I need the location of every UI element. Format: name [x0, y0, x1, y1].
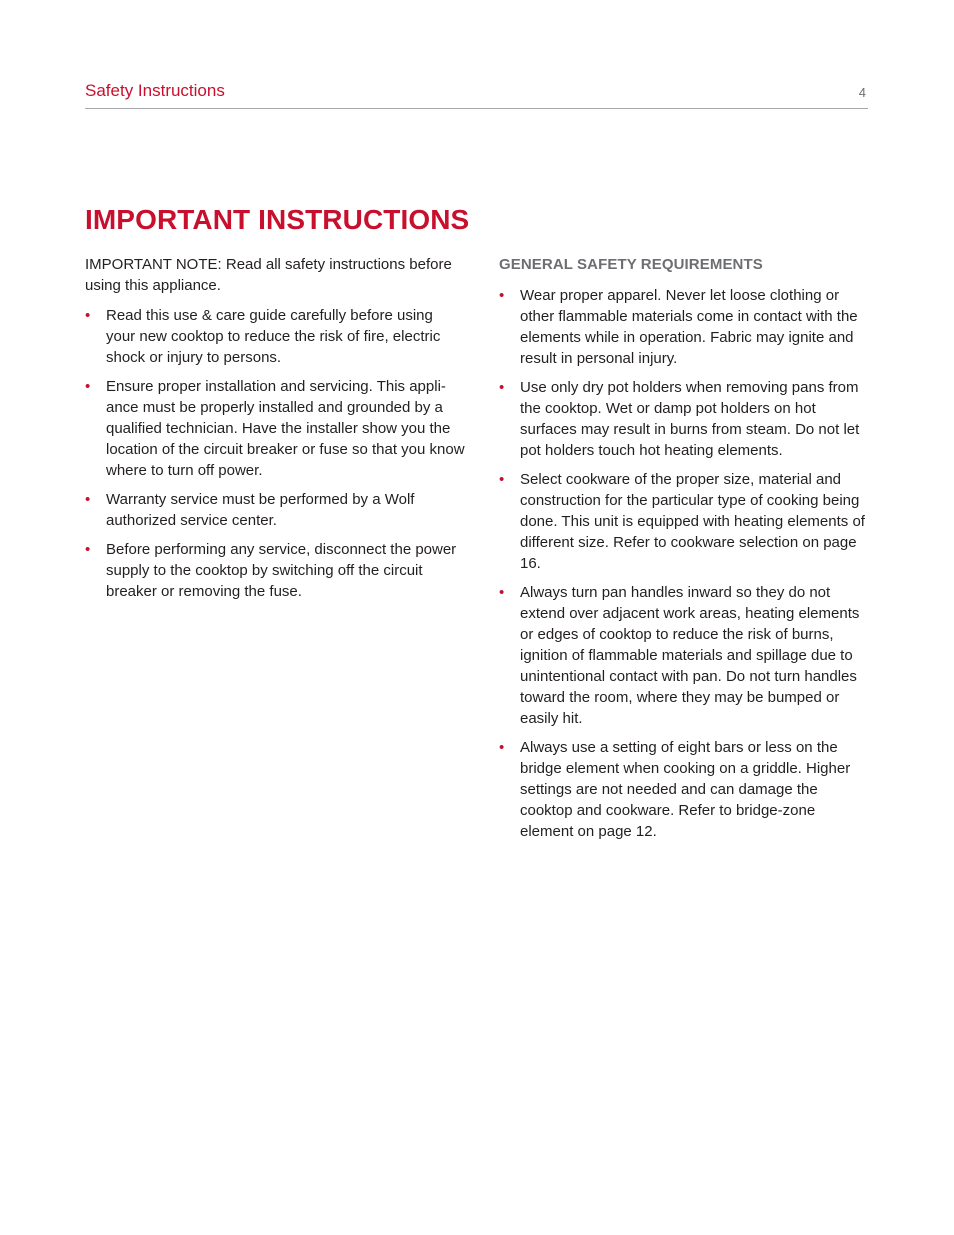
list-item	[85, 305, 465, 368]
right-bullet-list	[499, 285, 871, 842]
bullet-icon: •	[499, 287, 505, 304]
bullet-icon: •	[85, 541, 91, 558]
list-item-text: Select cookware of the proper size, material and construction for the particular type of cooking being done. This unit is equipped with heating elements of different size. Refer to cookware selection on page 16.	[520, 471, 865, 572]
list-item-text: Ensure proper installation and servicing. This appli-ance must be properly installed and grounded by a qualified technician. Have the installer show you the location of the circuit breaker or fuse so that you know where to turn off power.	[106, 378, 465, 479]
bullet-icon: •	[499, 471, 505, 488]
important-note	[85, 254, 465, 296]
page-number: 4	[858, 85, 866, 100]
list-item	[499, 469, 871, 574]
list-item-text: Always turn pan handles inward so they do not extend over adjacent work areas, heating elements or edges of cooktop to reduce the risk of burns, ignition of flammable materials and spillage due to unintentional contact with pan. Do not turn handles toward the room, where they may be bumped or easily hit.	[520, 584, 860, 727]
left-column	[85, 254, 465, 610]
section-heading: GENERAL SAFETY REQUIREMENTS	[499, 256, 763, 273]
list-item-text: Read this use & care guide carefully before using your new cooktop to reduce the risk of fire, electric shock or injury to persons.	[106, 307, 441, 366]
bullet-icon: •	[85, 307, 91, 324]
list-item	[85, 539, 465, 602]
list-item-text: Wear proper apparel. Never let loose clothing or other flammable materials come in contact with the elements while in operation. Fabric may ignite and result in personal injury.	[520, 287, 858, 367]
page-title: IMPORTANT INSTRUCTIONS	[85, 204, 470, 235]
list-item	[499, 377, 871, 461]
list-item-text: Always use a setting of eight bars or less on the bridge element when cooking on a griddle. Higher settings are not needed and can damage the cooktop and cookware. Refer to bridge-zone element on page 12.	[520, 739, 851, 840]
list-item-text: Warranty service must be performed by a Wolf authorized service center.	[106, 491, 415, 529]
left-bullet-list	[85, 305, 465, 602]
list-item	[85, 489, 465, 531]
list-item-text: Use only dry pot holders when removing pans from the cooktop. Wet or damp pot holders on hot surfaces may result in burns from steam. Do not let pot holders touch hot heating elements.	[520, 379, 860, 459]
bullet-icon: •	[85, 378, 91, 395]
important-note-label: IMPORTANT NOTE:	[85, 256, 222, 273]
bullet-icon: •	[499, 739, 505, 756]
list-item	[85, 376, 465, 481]
header-section-title: Safety Instructions	[85, 81, 225, 100]
list-item	[499, 737, 871, 842]
header-divider	[85, 108, 868, 109]
important-note-text: Read all safety instructions before using this appliance.	[85, 256, 452, 294]
list-item	[499, 285, 871, 369]
list-item-text: Before performing any service, disconnect the power supply to the cooktop by switching off the circuit breaker or removing the fuse.	[106, 541, 457, 600]
bullet-icon: •	[499, 379, 505, 396]
bullet-icon: •	[499, 584, 505, 601]
bullet-icon: •	[85, 491, 91, 508]
list-item	[499, 582, 871, 729]
right-column	[499, 254, 871, 850]
